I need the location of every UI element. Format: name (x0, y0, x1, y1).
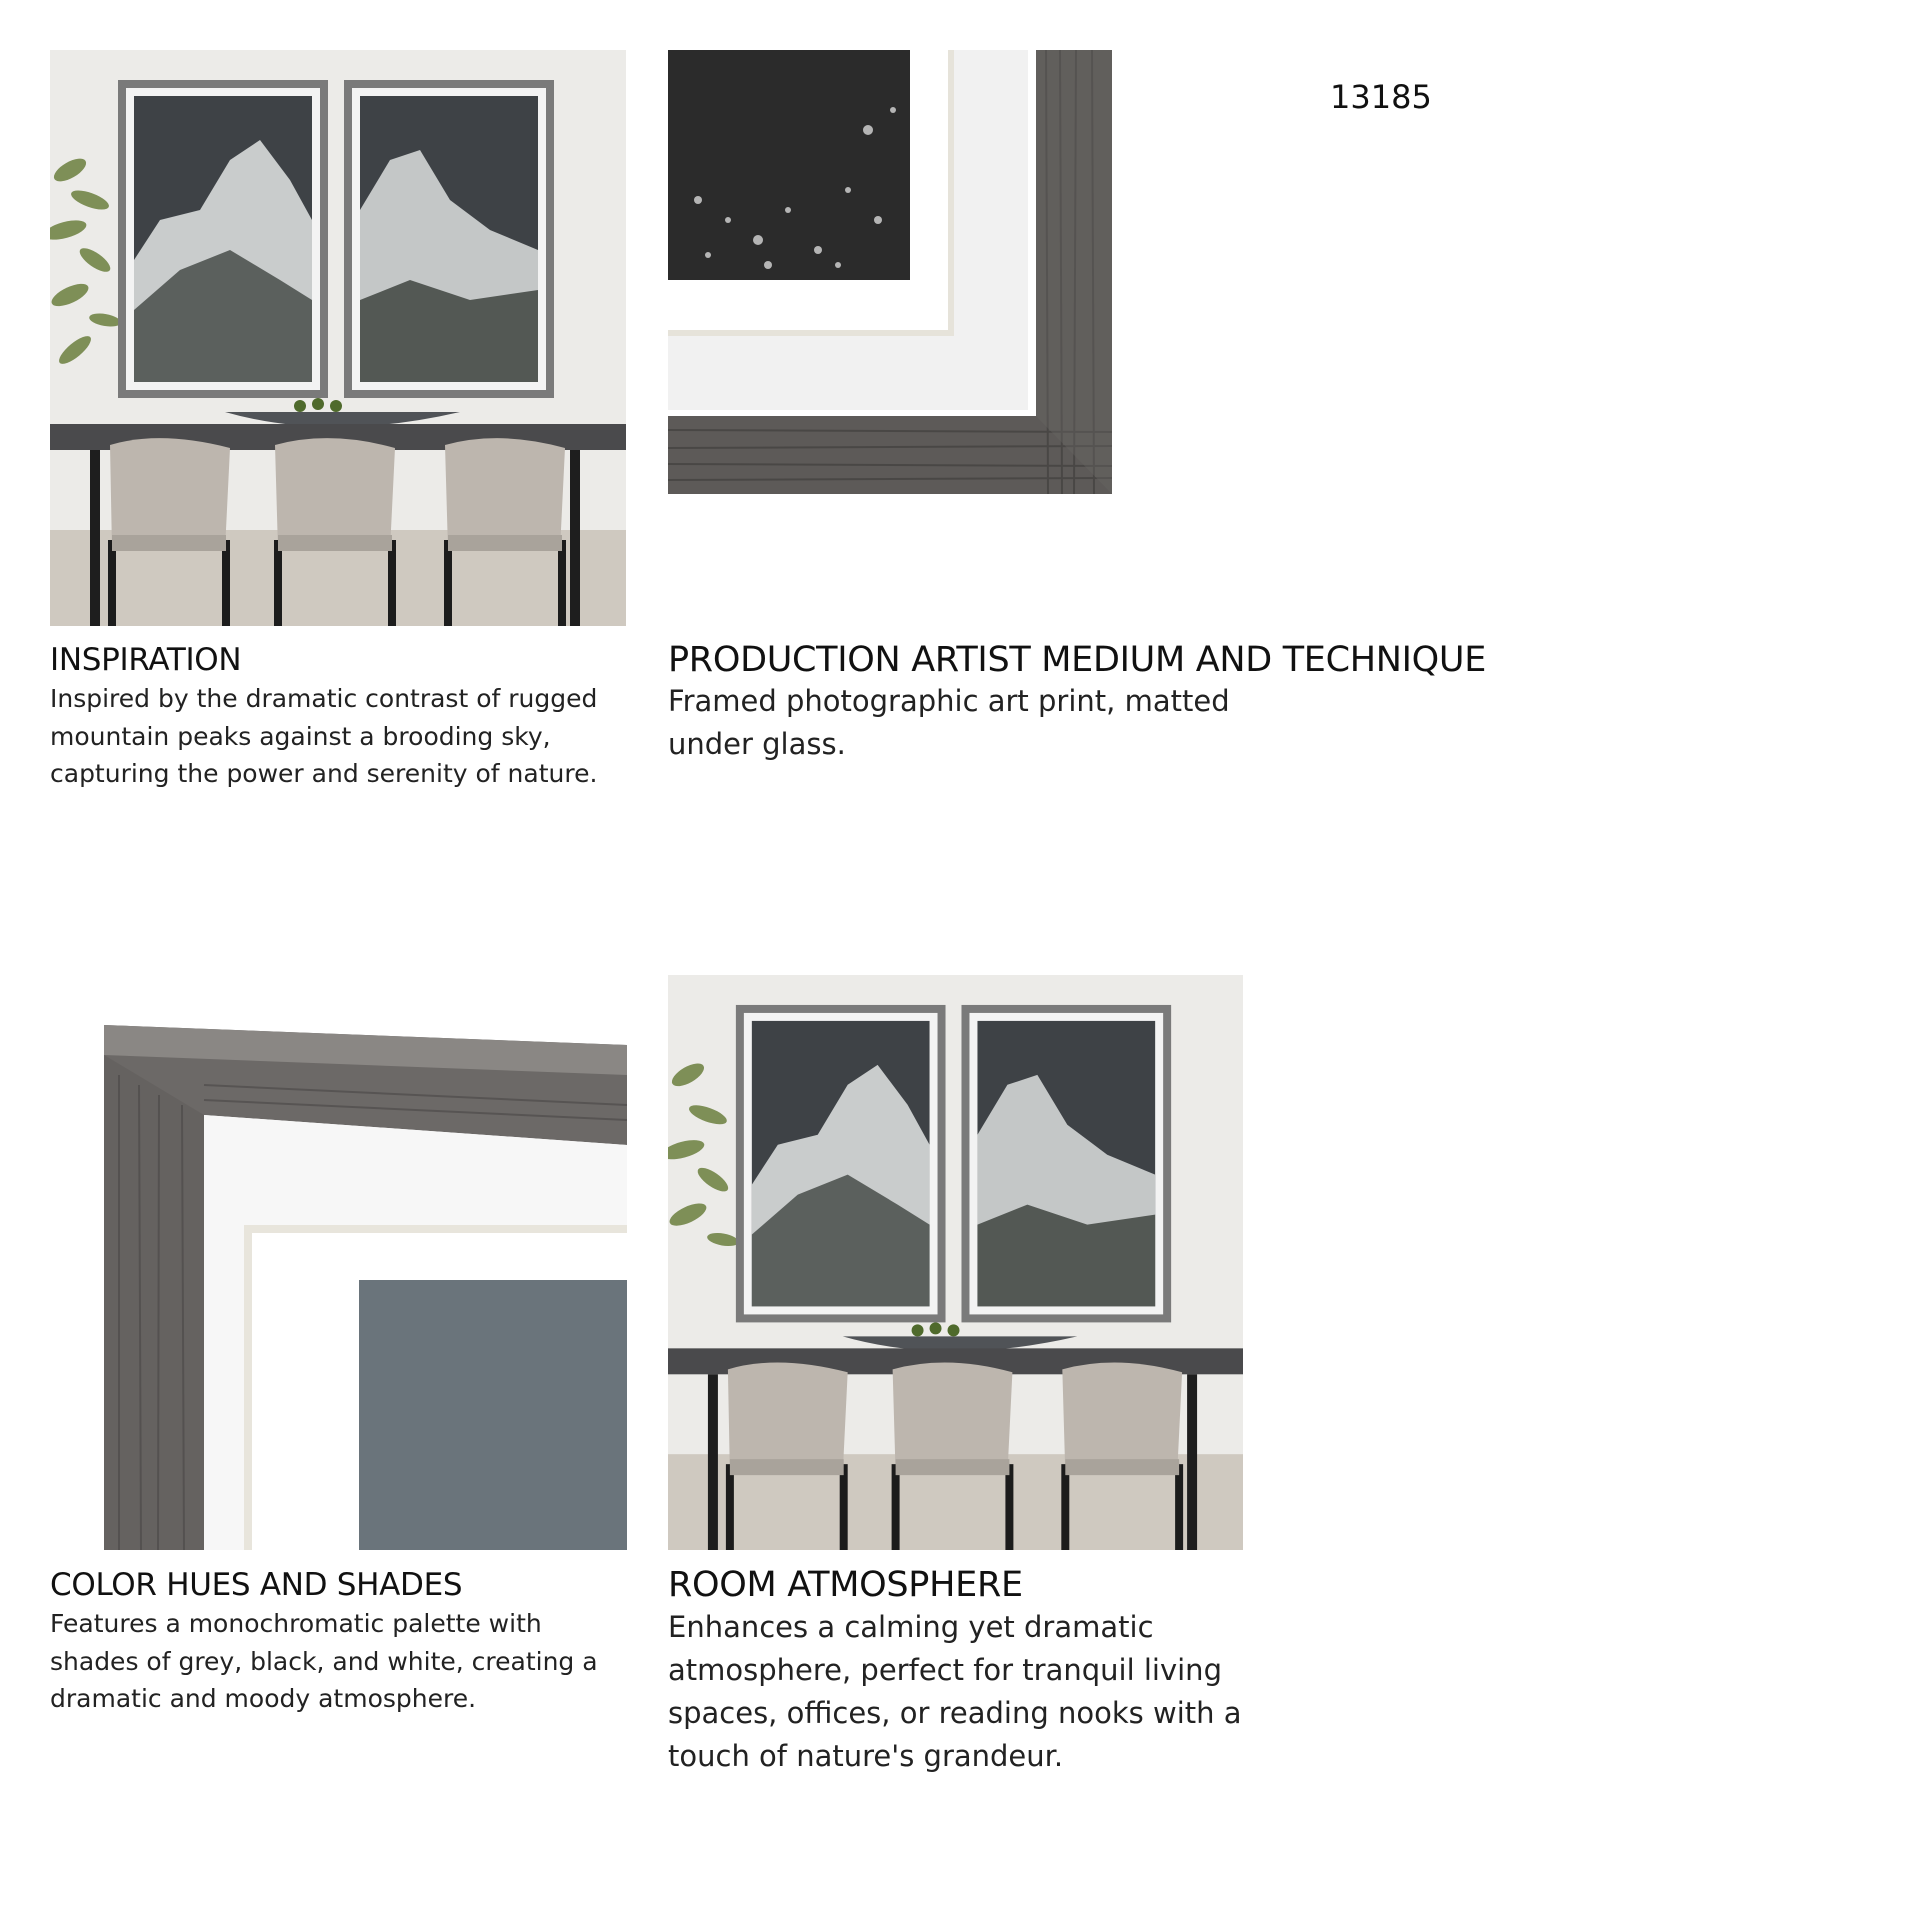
color-closeup-photo (104, 1025, 627, 1550)
frame-corner-photo (668, 50, 1112, 494)
product-code: 13185 (1330, 78, 1432, 116)
room-heading: ROOM ATMOSPHERE (668, 1565, 1023, 1605)
room-scene-photo (50, 50, 626, 626)
production-text: Framed photographic art print, matted under glass. (668, 684, 1230, 761)
inspiration-text: Inspired by the dramatic contrast of rugged mountain peaks against a brooding sky, capturing the power and serenity of nature. (50, 684, 598, 788)
color-heading: COLOR HUES AND SHADES (50, 1567, 463, 1603)
room-text: Enhances a calming yet dramatic atmosphere, perfect for tranquil living spaces, offices, or reading nooks with a touch of nature's grandeur. (668, 1610, 1242, 1773)
color-text: Features a monochromatic palette with shades of grey, black, and white, creating a dramatic and moody atmosphere. (50, 1609, 598, 1713)
inspiration-heading: INSPIRATION (50, 642, 242, 678)
room-atmosphere-photo (668, 975, 1243, 1550)
production-heading: PRODUCTION ARTIST MEDIUM AND TECHNIQUE (668, 640, 1487, 680)
